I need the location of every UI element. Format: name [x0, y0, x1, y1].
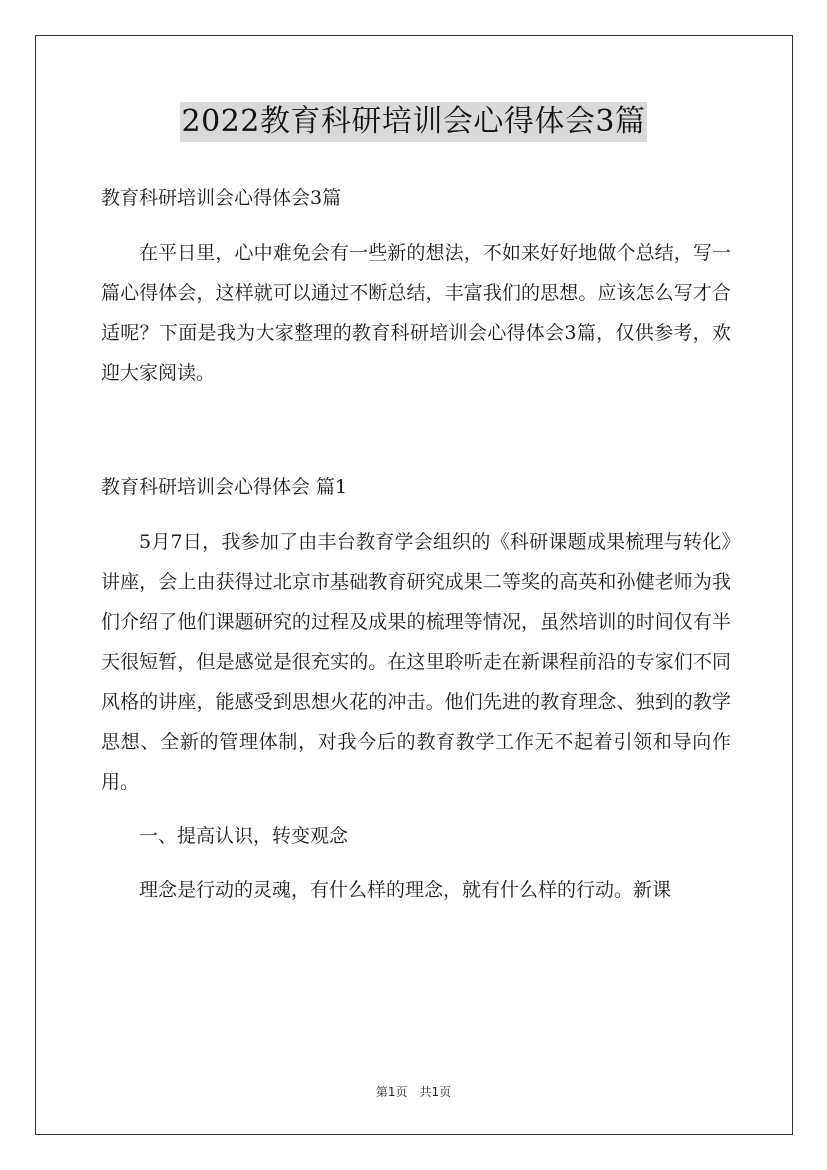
page-number: 第1页	[375, 1085, 408, 1099]
title-container	[0, 102, 827, 142]
section-heading: 教育科研培训会心得体会 篇1	[101, 476, 348, 498]
page-footer	[0, 1083, 827, 1100]
document-body	[101, 178, 731, 910]
total-pages: 共1页	[419, 1085, 452, 1099]
body-paragraph-continued: 理念是行动的灵魂，有什么样的理念，就有什么样的行动。新课	[139, 879, 672, 901]
intro-paragraph: 在平日里，心中难免会有一些新的想法，不如来好好地做个总结，写一篇心得体会，这样就可以通过不断总结，丰富我们的思想。应该怎么写才合适呢？下面是我为大家整理的教育科研培训会心得体会3篇，仅供参考，欢迎大家阅读。	[101, 242, 731, 384]
point-heading: 一、提高认识，转变观念	[139, 825, 349, 847]
body-paragraph: 5月7日，我参加了由丰台教育学会组织的《科研课题成果梳理与转化》讲座，会上由获得过北京市基础教育研究成果二等奖的高英和孙健老师为我们介绍了他们课题研究的过程及成果的梳理等情况，虽然培训的时间仅有半天很短暂，但是感觉是很充实的。在这里聆听走在新课程前沿的专家们不同风格的讲座，能感受到思想火花的冲击。他们先进的教育理念、独到的教学思想、全新的管理体制，对我今后的教育教学工作无不起着引领和导向作用。	[101, 531, 731, 793]
document-subtitle: 教育科研培训会心得体会3篇	[101, 187, 342, 209]
document-title: 2022教育科研培训会心得体会3篇	[180, 102, 648, 142]
